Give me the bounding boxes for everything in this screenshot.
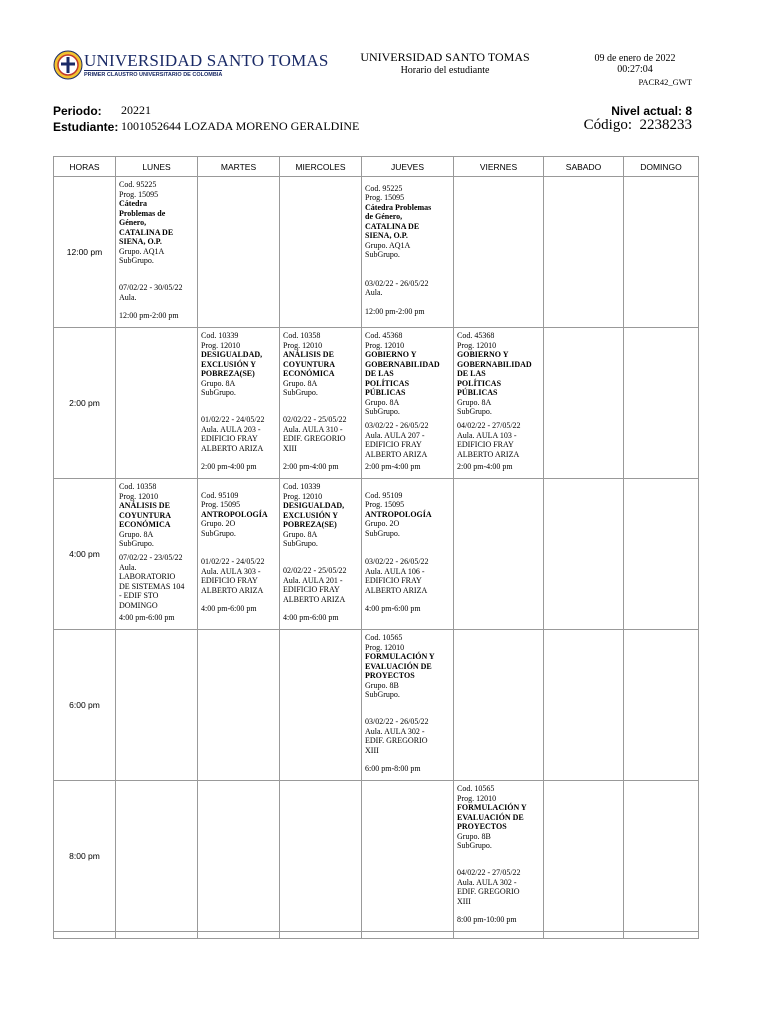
course-name: Género, bbox=[119, 218, 147, 227]
time-range: 2:00 pm-4:00 pm bbox=[365, 461, 421, 471]
empty-cell bbox=[454, 932, 544, 939]
schedule-table bbox=[53, 156, 699, 939]
classroom: ALBERTO ARIZA bbox=[365, 585, 428, 595]
periodo-value: 20221 bbox=[121, 103, 151, 117]
empty-cell bbox=[198, 177, 280, 328]
classroom: EDIFICIO FRAY bbox=[201, 434, 258, 444]
classroom: Aula. AULA 201 - bbox=[283, 575, 343, 585]
group: Grupo. 2O bbox=[201, 519, 236, 528]
spacer bbox=[119, 302, 195, 310]
report-title: UNIVERSIDAD SANTO TOMAS bbox=[360, 50, 530, 64]
classroom: ALBERTO ARIZA bbox=[457, 449, 520, 459]
empty-cell bbox=[280, 630, 362, 781]
empty-cell bbox=[544, 328, 624, 479]
course-name: Cátedra bbox=[119, 199, 147, 208]
class-cell bbox=[198, 328, 280, 479]
course-code: Cod. 10358 bbox=[283, 331, 321, 340]
spacer bbox=[283, 453, 359, 461]
spacer bbox=[457, 906, 541, 914]
classroom: Aula. bbox=[119, 292, 137, 302]
spacer bbox=[365, 298, 451, 307]
course-name: ANTROPOLOGÍA bbox=[201, 509, 268, 519]
subgroup: SubGrupo. bbox=[201, 388, 236, 397]
group: Grupo. 2O bbox=[365, 519, 400, 528]
class-cell bbox=[362, 177, 454, 328]
spacer bbox=[283, 549, 359, 567]
time-range: 4:00 pm-6:00 pm bbox=[283, 612, 339, 622]
classroom: - EDIF STO bbox=[119, 591, 159, 601]
class-cell bbox=[454, 781, 544, 932]
spacer bbox=[365, 260, 451, 279]
schedule-row bbox=[54, 781, 699, 932]
class-cell bbox=[362, 328, 454, 479]
date-range: 07/02/22 - 23/05/22 bbox=[119, 553, 183, 563]
spacer bbox=[365, 595, 451, 604]
empty-cell bbox=[454, 177, 544, 328]
subgroup: SubGrupo. bbox=[283, 388, 318, 397]
hour-label: 8:00 pm bbox=[54, 781, 116, 932]
course-code: Cod. 10358 bbox=[119, 482, 157, 491]
hour-label: 6:00 pm bbox=[54, 630, 116, 781]
report-subtitle: Horario del estudiante bbox=[400, 65, 490, 76]
nivel-actual: Nivel actual: 8 bbox=[611, 104, 692, 118]
spacer bbox=[201, 453, 277, 461]
program-code: Prog. 12010 bbox=[457, 793, 497, 803]
spacer bbox=[365, 755, 451, 763]
course-code: Cod. 95109 bbox=[201, 490, 239, 500]
class-cell bbox=[116, 479, 198, 630]
course-name: COYUNTURA bbox=[283, 359, 335, 369]
class-cell bbox=[362, 479, 454, 630]
estudiante-value: 1001052644 LOZADA MORENO GERALDINE bbox=[121, 119, 360, 133]
class-cell bbox=[454, 328, 544, 479]
classroom: Aula. AULA 302 - bbox=[365, 726, 425, 736]
hour-label: 12:00 pm bbox=[54, 177, 116, 328]
time-range: 4:00 pm-6:00 pm bbox=[119, 612, 175, 622]
program-code: Prog. 12010 bbox=[457, 340, 497, 350]
date-range: 03/02/22 - 26/05/22 bbox=[365, 278, 429, 288]
time-range: 6:00 pm-8:00 pm bbox=[365, 763, 421, 773]
header-row bbox=[54, 157, 699, 177]
course-code: Cod. 95225 bbox=[119, 180, 157, 189]
class-block bbox=[116, 479, 197, 624]
course-name: GOBERNABILIDAD bbox=[365, 359, 440, 369]
course-code: Cod. 10565 bbox=[365, 633, 403, 642]
classroom: Aula. AULA 106 - bbox=[365, 566, 425, 576]
course-name: SIENA, O.P. bbox=[119, 237, 162, 246]
codigo bbox=[584, 117, 692, 134]
time-range: 12:00 pm-2:00 pm bbox=[365, 306, 425, 316]
course-name: ECONÓMICA bbox=[283, 369, 335, 378]
spacer bbox=[283, 604, 359, 612]
spacer bbox=[365, 700, 451, 718]
empty-cell bbox=[624, 177, 699, 328]
schedule-row-partial bbox=[54, 932, 699, 939]
empty-cell bbox=[544, 932, 624, 939]
classroom: Aula. AULA 207 - bbox=[365, 430, 425, 440]
classroom: LABORATORIO bbox=[119, 572, 176, 582]
empty-cell bbox=[116, 328, 198, 479]
class-cell bbox=[280, 479, 362, 630]
empty-cell bbox=[116, 630, 198, 781]
course-code: Cod. 45368 bbox=[457, 331, 495, 340]
date-range: 07/02/22 - 30/05/22 bbox=[119, 283, 183, 293]
subgroup: SubGrupo. bbox=[119, 539, 154, 548]
course-name: PROYECTOS bbox=[457, 822, 507, 831]
empty-cell bbox=[544, 781, 624, 932]
course-name: de Género, bbox=[365, 212, 403, 222]
group: Grupo. 8A bbox=[119, 529, 154, 539]
empty-cell bbox=[454, 479, 544, 630]
classroom: ALBERTO ARIZA bbox=[201, 585, 264, 595]
schedule-row bbox=[54, 328, 699, 479]
date-range: 02/02/22 - 25/05/22 bbox=[283, 566, 347, 576]
date-range: 04/02/22 - 27/05/22 bbox=[457, 421, 521, 431]
empty-cell bbox=[362, 781, 454, 932]
empty-cell bbox=[280, 177, 362, 328]
class-cell bbox=[116, 177, 198, 328]
subgroup: SubGrupo. bbox=[365, 407, 400, 416]
time-range: 2:00 pm-4:00 pm bbox=[283, 461, 339, 471]
periodo-label: Periodo: bbox=[53, 104, 102, 118]
class-cell bbox=[280, 328, 362, 479]
course-name: ANTROPOLOGÍA bbox=[365, 509, 432, 519]
classroom: EDIFICIO FRAY bbox=[365, 440, 422, 450]
date-range: 03/02/22 - 26/05/22 bbox=[365, 717, 429, 727]
spacer bbox=[457, 851, 541, 869]
classroom: Aula. AULA 310 - bbox=[283, 424, 343, 434]
empty-cell bbox=[624, 781, 699, 932]
empty-cell bbox=[624, 328, 699, 479]
subgroup: SubGrupo. bbox=[457, 841, 492, 850]
time-range: 8:00 pm-10:00 pm bbox=[457, 914, 517, 924]
subgroup: SubGrupo. bbox=[457, 407, 492, 416]
class-cell bbox=[362, 630, 454, 781]
empty-cell bbox=[198, 630, 280, 781]
course-code: Cod. 45368 bbox=[365, 331, 403, 340]
classroom: EDIFICIO FRAY bbox=[457, 440, 514, 450]
classroom: XIII bbox=[457, 896, 471, 906]
classroom: Aula. AULA 103 - bbox=[457, 430, 517, 440]
estudiante-label: Estudiante: bbox=[53, 120, 119, 134]
column-header: JUEVES bbox=[362, 157, 454, 177]
empty-cell bbox=[54, 932, 116, 939]
course-name: Problemas de bbox=[119, 208, 166, 218]
course-name: GOBIERNO Y bbox=[457, 350, 509, 359]
program-code: Prog. 12010 bbox=[365, 340, 405, 350]
column-header: DOMINGO bbox=[624, 157, 699, 177]
empty-cell bbox=[624, 932, 699, 939]
column-header: MIERCOLES bbox=[280, 157, 362, 177]
time-range: 4:00 pm-6:00 pm bbox=[201, 604, 257, 613]
empty-cell bbox=[544, 479, 624, 630]
course-code: Cod. 95109 bbox=[365, 490, 403, 500]
empty-cell bbox=[454, 630, 544, 781]
schedule-row bbox=[54, 479, 699, 630]
group: Grupo. 8B bbox=[365, 680, 399, 690]
spacer bbox=[201, 538, 277, 557]
date-range: 01/02/22 - 24/05/22 bbox=[201, 415, 265, 425]
subgroup: SubGrupo. bbox=[283, 539, 318, 548]
course-name: DE LAS bbox=[365, 369, 394, 378]
group: Grupo. 8B bbox=[457, 831, 491, 841]
course-name: DESIGUALDAD, bbox=[201, 350, 263, 359]
spacer bbox=[201, 595, 277, 604]
course-name: ANÁLISIS DE bbox=[119, 501, 170, 510]
course-name: GOBIERNO Y bbox=[365, 350, 417, 359]
schedule-row bbox=[54, 177, 699, 328]
subgroup: SubGrupo. bbox=[365, 690, 400, 699]
class-block bbox=[198, 328, 279, 473]
classroom: EDIFICIO FRAY bbox=[201, 576, 258, 585]
class-block bbox=[454, 781, 543, 926]
program-code: Prog. 12010 bbox=[365, 642, 405, 652]
spacer bbox=[201, 398, 277, 416]
program-code: Prog. 12010 bbox=[201, 340, 241, 350]
hour-label: 4:00 pm bbox=[54, 479, 116, 630]
course-name: EXCLUSIÓN Y bbox=[201, 359, 257, 369]
university-logo bbox=[53, 50, 329, 80]
course-code: Cod. 10565 bbox=[457, 784, 495, 793]
course-name: ANÁLISIS DE bbox=[283, 350, 334, 359]
group: Grupo. 8A bbox=[201, 378, 236, 388]
program-code: Prog. 15095 bbox=[365, 500, 405, 509]
program-code: Prog. 12010 bbox=[283, 340, 323, 350]
classroom: EDIF. GREGORIO bbox=[365, 736, 428, 746]
class-block bbox=[362, 630, 453, 775]
classroom: EDIF. GREGORIO bbox=[457, 887, 520, 897]
class-block bbox=[362, 328, 453, 473]
date-range: 02/02/22 - 25/05/22 bbox=[283, 415, 347, 425]
classroom: ALBERTO ARIZA bbox=[365, 449, 428, 459]
course-name: ECONÓMICA bbox=[119, 520, 171, 529]
empty-cell bbox=[362, 932, 454, 939]
class-block bbox=[198, 479, 279, 624]
classroom: DE SISTEMAS 104 bbox=[119, 581, 185, 591]
course-name: GOBERNABILIDAD bbox=[457, 359, 532, 369]
time-range: 12:00 pm-2:00 pm bbox=[119, 310, 179, 320]
report-time: 00:27:04 bbox=[617, 64, 653, 75]
empty-cell bbox=[280, 932, 362, 939]
time-range: 2:00 pm-4:00 pm bbox=[457, 461, 513, 471]
spacer bbox=[283, 398, 359, 416]
codigo-label: Código: bbox=[583, 117, 632, 133]
class-block bbox=[454, 328, 543, 473]
empty-cell bbox=[116, 781, 198, 932]
subgroup: SubGrupo. bbox=[365, 528, 400, 538]
course-name: SIENA, O.P. bbox=[365, 231, 408, 241]
classroom: Aula. AULA 302 - bbox=[457, 877, 517, 887]
course-code: Cod. 95225 bbox=[365, 183, 403, 193]
program-code: Prog. 12010 bbox=[283, 491, 323, 501]
time-range: 2:00 pm-4:00 pm bbox=[201, 461, 257, 471]
group: Grupo. 8A bbox=[365, 397, 400, 407]
classroom: EDIFICIO FRAY bbox=[283, 585, 340, 595]
group: Grupo. 8A bbox=[283, 529, 318, 539]
university-seal-icon bbox=[53, 50, 83, 80]
class-block bbox=[362, 177, 453, 322]
course-name: CATALINA DE bbox=[365, 221, 420, 231]
program-code: Prog. 15095 bbox=[365, 193, 405, 203]
column-header: HORAS bbox=[54, 157, 116, 177]
logo-name: UNIVERSIDAD SANTO TOMAS bbox=[84, 51, 329, 70]
date-range: 03/02/22 - 26/05/22 bbox=[365, 421, 429, 431]
codigo-value: 2238233 bbox=[639, 117, 692, 133]
classroom: Aula. AULA 303 - bbox=[201, 566, 261, 576]
class-block bbox=[116, 177, 197, 322]
course-name: PÚBLICAS bbox=[365, 388, 406, 397]
column-header: MARTES bbox=[198, 157, 280, 177]
course-name: POLÍTICAS bbox=[457, 378, 502, 388]
empty-cell bbox=[198, 932, 280, 939]
spacer bbox=[119, 266, 195, 284]
date-range: 04/02/22 - 27/05/22 bbox=[457, 868, 521, 878]
course-name: FORMULACIÓN Y bbox=[457, 803, 527, 812]
classroom: XIII bbox=[365, 745, 379, 755]
class-block bbox=[362, 479, 453, 624]
course-name: COYUNTURA bbox=[119, 510, 171, 520]
subgroup: SubGrupo. bbox=[119, 256, 154, 265]
course-name: DESIGUALDAD, bbox=[283, 501, 345, 510]
course-name: CATALINA DE bbox=[119, 227, 174, 237]
column-header: LUNES bbox=[116, 157, 198, 177]
course-name: EXCLUSIÓN Y bbox=[283, 510, 339, 520]
logo-tagline: PRIMER CLAUSTRO UNIVERSITARIO DE COLOMBIA bbox=[84, 72, 223, 78]
course-name: POBREZA(SE) bbox=[283, 520, 337, 529]
course-name: FORMULACIÓN Y bbox=[365, 652, 435, 661]
classroom: Aula. bbox=[365, 288, 383, 298]
course-name: POBREZA(SE) bbox=[201, 369, 255, 378]
group: Grupo. 8A bbox=[457, 397, 492, 407]
empty-cell bbox=[544, 177, 624, 328]
column-header: VIERNES bbox=[454, 157, 544, 177]
course-name: POLÍTICAS bbox=[365, 378, 410, 388]
spacer bbox=[365, 538, 451, 557]
group: Grupo. AQ1A bbox=[365, 240, 411, 250]
classroom: EDIF. GREGORIO bbox=[283, 434, 346, 444]
classroom: Aula. bbox=[119, 562, 137, 572]
hour-label: 2:00 pm bbox=[54, 328, 116, 479]
program-code: Prog. 12010 bbox=[119, 491, 159, 501]
class-block bbox=[280, 479, 361, 624]
report-code: PACR42_GWT bbox=[638, 77, 692, 87]
course-name: EVALUACIÓN DE bbox=[365, 661, 432, 671]
course-name: PROYECTOS bbox=[365, 671, 415, 680]
course-code: Cod. 10339 bbox=[201, 331, 239, 340]
empty-cell bbox=[280, 781, 362, 932]
schedule-row bbox=[54, 630, 699, 781]
empty-cell bbox=[624, 630, 699, 781]
empty-cell bbox=[116, 932, 198, 939]
classroom: DOMINGO bbox=[119, 600, 158, 610]
course-name: Cátedra Problemas bbox=[365, 202, 432, 212]
class-cell bbox=[198, 479, 280, 630]
group: Grupo. AQ1A bbox=[119, 246, 165, 256]
classroom: Aula. AULA 203 - bbox=[201, 424, 261, 434]
subgroup: SubGrupo. bbox=[201, 528, 236, 538]
class-block bbox=[280, 328, 361, 473]
column-header: SABADO bbox=[544, 157, 624, 177]
program-code: Prog. 15095 bbox=[201, 500, 241, 509]
course-name: EVALUACIÓN DE bbox=[457, 812, 524, 822]
date-range: 01/02/22 - 24/05/22 bbox=[201, 557, 265, 566]
classroom: XIII bbox=[283, 443, 297, 453]
program-code: Prog. 15095 bbox=[119, 189, 159, 199]
empty-cell bbox=[624, 479, 699, 630]
classroom: ALBERTO ARIZA bbox=[201, 443, 264, 453]
date-range: 03/02/22 - 26/05/22 bbox=[365, 557, 429, 566]
empty-cell bbox=[544, 630, 624, 781]
course-code: Cod. 10339 bbox=[283, 482, 321, 491]
empty-cell bbox=[198, 781, 280, 932]
time-range: 4:00 pm-6:00 pm bbox=[365, 604, 421, 613]
course-name: DE LAS bbox=[457, 369, 486, 378]
course-name: PÚBLICAS bbox=[457, 388, 498, 397]
classroom: ALBERTO ARIZA bbox=[283, 594, 346, 604]
classroom: EDIFICIO FRAY bbox=[365, 576, 422, 585]
report-date: 09 de enero de 2022 bbox=[594, 53, 676, 64]
group: Grupo. 8A bbox=[283, 378, 318, 388]
subgroup: SubGrupo. bbox=[365, 250, 400, 260]
